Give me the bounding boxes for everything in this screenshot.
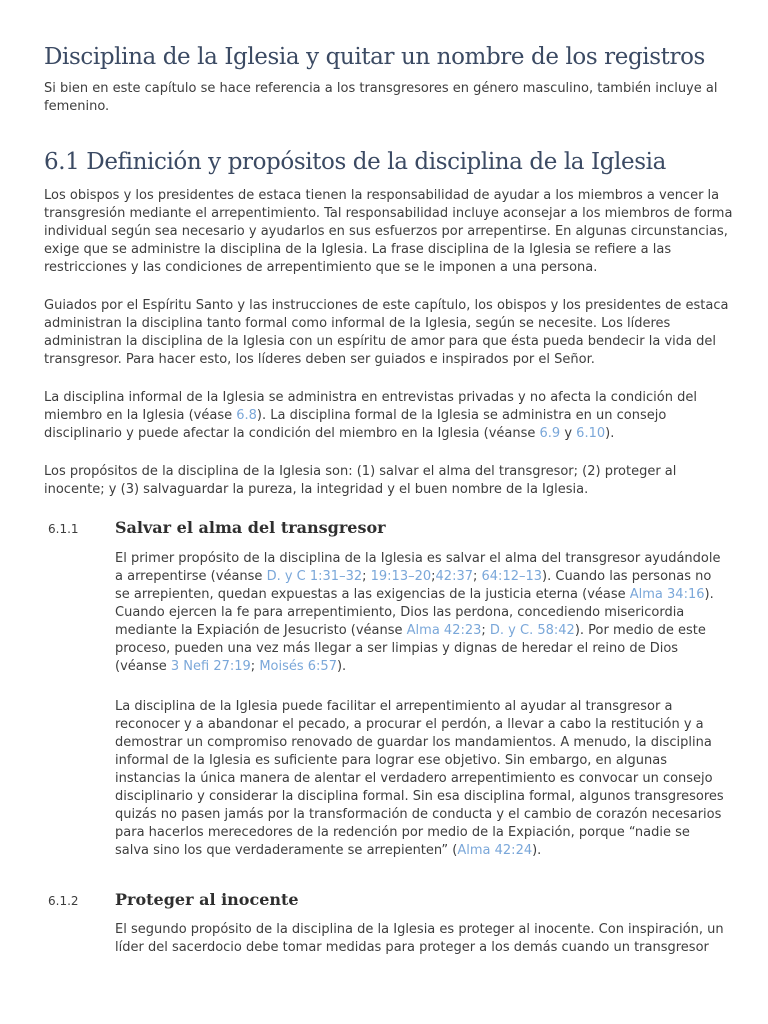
section-paragraph-4: Los propósitos de la disciplina de la Iglesia son: (1) salvar el alma del transgresor; (2) proteger al inocente; y (3) salvaguardar la pureza, la integridad y el buen nombre de la Iglesia. [44,464,677,497]
ref-link[interactable]: 6.8 [236,408,257,423]
subsection-title: Salvar el alma del transgresor [115,518,386,537]
section-heading: 6.1 Definición y propósitos de la disciplina de la Iglesia [44,149,666,175]
subsection-1-paragraph-1: El primer propósito de la disciplina de la Iglesia es salvar el alma del transgresor ayudándole a arrepentirse (véanse D. y C 1:31–32; 19:13–20;42:37; 64:12–13). Cuando las personas no se arrepienten, quedan expuestas a las exigencias de la justicia eterna (véase Alma 34:16). Cuando ejercen la fe para arrepentimiento, Dios las perdona, concediendo misericordia mediante la Expiación de Jesucristo (véanse Alma 42:23; D. y C. 58:42). Por medio de este proceso, pueden una vez más llegar a ser limpias y dignas de heredar el reino de Dios (véanse 3 Nefi 27:19; Moisés 6:57). [115,551,721,674]
subsection-header-2 [44,890,734,914]
subsection-number: 6.1.1 [48,522,79,536]
ref-link[interactable]: 64:12–13 [481,569,543,584]
intro-paragraph: Si bien en este capítulo se hace referencia a los transgresores en género masculino, también incluye al femenino. [44,81,718,114]
section-paragraph-2: Guiados por el Espíritu Santo y las instrucciones de este capítulo, los obispos y los presidentes de estaca administran la disciplina tanto formal como informal de la Iglesia, según se necesite. Los líderes administran la disciplina de la Iglesia con un espíritu de amor para que ésta pueda bendecir la vida del transgresor. Para hacer esto, los líderes deben ser guiados e inspirados por el Señor. [44,298,729,367]
subsection-title: Proteger al inocente [115,890,299,909]
subsection-header-1 [44,518,734,542]
ref-link[interactable]: 19:13–20 [370,569,432,584]
subsection-number: 6.1.2 [48,894,79,908]
page-title: Disciplina de la Iglesia y quitar un nombre de los registros [44,44,705,70]
ref-link[interactable]: D. y C 1:31–32 [266,569,363,584]
ref-link[interactable]: 42:37 [435,569,473,584]
ref-link[interactable]: Alma 42:24 [457,843,533,858]
ref-link[interactable]: 6.9 [539,426,561,441]
subsection-2-paragraph-1: El segundo propósito de la disciplina de la Iglesia es proteger al inocente. Con inspiración, un líder del sacerdocio debe tomar medidas para proteger a los demás cuando un transgresor [115,922,724,955]
ref-link[interactable]: 6.10 [576,426,606,441]
ref-link[interactable]: 3 Nefi 27:19 [170,659,251,674]
subsection-1-paragraph-2: La disciplina de la Iglesia puede facilitar el arrepentimiento al ayudar al transgresor a reconocer y a abandonar el pecado, a procurar el perdón, a llevar a cabo la restitución y a demostrar un compromiso renovado de guardar los mandamientos. A menudo, la disciplina informal de la Iglesia es suficiente para lograr ese objetivo. Sin embargo, en algunas instancias la única manera de alentar el verdadero arrepentimiento es convocar un consejo disciplinario y considerar la disciplina formal. Sin esa disciplina formal, algunos transgresores quizás no pasen jamás por la transformación de conducta y el cambio de corazón necesarios para hacerlos merecedores de la redención por medio de la Expiación, porque “nadie se salva sino los que verdaderamente se arrepienten” (Alma 42:24). [115,699,724,858]
section-paragraph-3: La disciplina informal de la Iglesia se administra en entrevistas privadas y no afecta la condición del miembro en la Iglesia (véase 6.8). La disciplina formal de la Iglesia se administra en un consejo disciplinario y puede afectar la condición del miembro en la Iglesia (véanse 6.9 y 6.10). [44,390,697,441]
section-paragraph-1: Los obispos y los presidentes de estaca tienen la responsabilidad de ayudar a los miembros a vencer la transgresión mediante el arrepentimiento. Tal responsabilidad incluye aconsejar a los miembros de forma individual según sea necesario y ayudarlos en sus esfuerzos por arrepentirse. En algunas circunstancias, exige que se administre la disciplina de la Iglesia. La frase disciplina de la Iglesia se refiere a las restricciones y las condiciones de arrepentimiento que se le imponen a una persona. [44,188,733,275]
ref-link[interactable]: Alma 34:16 [629,587,705,602]
ref-link[interactable]: Moisés 6:57 [259,659,337,674]
ref-link[interactable]: D. y C. 58:42 [489,623,575,638]
ref-link[interactable]: Alma 42:23 [406,623,482,638]
